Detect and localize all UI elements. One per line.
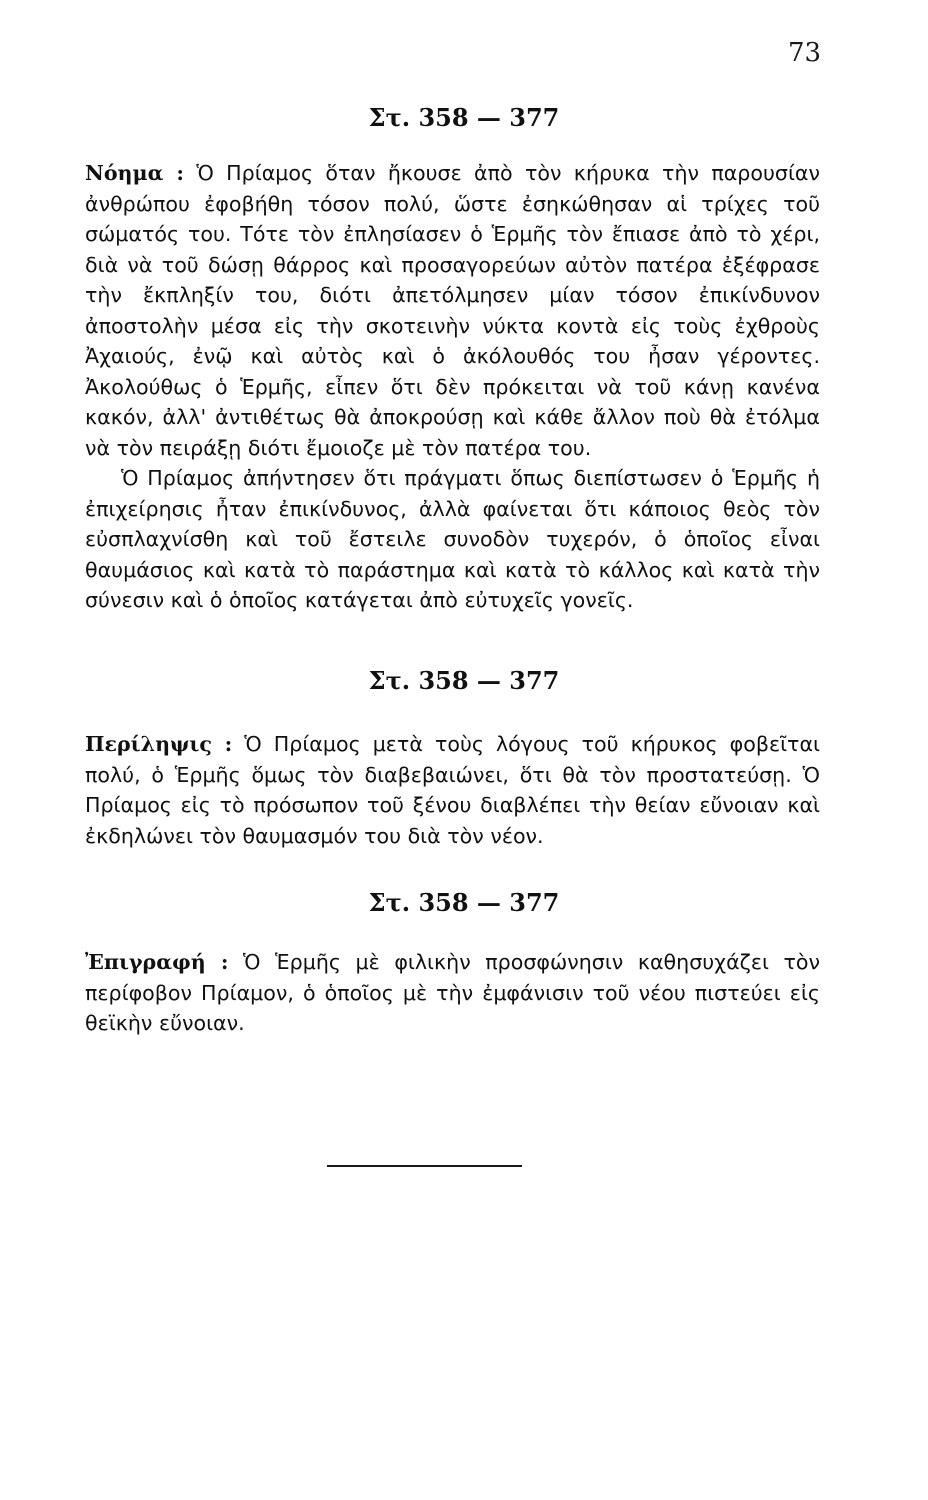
epigrafi-label: Ἐπιγραφή : bbox=[85, 950, 229, 974]
section-heading-2-text: Στ. 358 — 377 bbox=[368, 666, 560, 695]
section-heading-1-text: Στ. 358 — 377 bbox=[368, 103, 560, 132]
section-heading-3 bbox=[0, 888, 928, 917]
perilipsis-paragraph: Ὁ Πρίαμος μετὰ τοὺς λόγους τοῦ κήρυκος φοβεῖται πολύ, ὁ Ἑρμῆς ὅμως τὸν διαβεβαιώνει, ὅτι θὰ τὸν προστατεύσῃ. Ὁ Πρίαμος εἰς τὸ πρόσωπον τοῦ ξένου διαβλέπει τὴν θείαν εὔνοιαν καὶ ἐκδηλώνει τὸν θαυμασμόν του διὰ τὸν νέον. bbox=[85, 732, 820, 848]
section-heading-1 bbox=[0, 103, 928, 132]
noima-label: Νόημα : bbox=[85, 161, 185, 185]
section-1-body bbox=[85, 158, 820, 616]
section-heading-3-text: Στ. 358 — 377 bbox=[368, 888, 560, 917]
epigrafi-paragraph: Ὁ Ἑρμῆς μὲ φιλικὴν προσφώνησιν καθησυχάζει τὸν περίφοβον Πρίαμον, ὁ ὁποῖος μὲ τὴν ἐμφάνισιν τοῦ νέου πιστεύει εἰς θεϊκὴν εὔνοιαν. bbox=[85, 950, 820, 1035]
section-2-body bbox=[85, 729, 820, 851]
noima-paragraph-1: Ὁ Πρίαμος ὅταν ἤκουσε ἀπὸ τὸν κήρυκα τὴν παρουσίαν ἀνθρώπου ἐφοβήθη τόσον πολύ, ὥστε ἐσηκώθησαν αἱ τρίχες τοῦ σώματός του. Τότε τὸν ἐπλησίασεν ὁ Ἑρμῆς τὸν ἔπιασε ἀπὸ τὸ χέρι, διὰ νὰ τοῦ δώσῃ θάρρος καὶ προσαγορεύων αὐτὸν πατέρα ἐξέφρασε τὴν ἔκπληξίν του, διότι ἀπετόλμησεν μίαν τόσον ἐπικίνδυνον ἀποστολὴν μέσα εἰς τὴν σκοτεινὴν νύκτα κοντὰ εἰς τοὺς ἐχθροὺς Ἀχαιούς, ἐνῷ καὶ αὐτὸς καὶ ὁ ἀκόλουθός του ἦσαν γέροντες. Ἀκολούθως ὁ Ἑρμῆς, εἶπεν ὅτι δὲν πρόκειται νὰ τοῦ κάνῃ κανένα κακόν, ἀλλ' ἀντιθέτως θὰ ἀποκρούσῃ καὶ κάθε ἄλλον ποὺ θὰ ἐτόλμα νὰ τὸν πειράξῃ διότι ἔμοιοζε μὲ τὸν πατέρα του. bbox=[85, 161, 820, 460]
perilipsis-label: Περίληψις : bbox=[85, 732, 233, 756]
noima-paragraph-2: Ὁ Πρίαμος ἀπήντησεν ὅτι πράγματι ὅπως διεπίστωσεν ὁ Ἑρμῆς ἡ ἐπιχείρησις ἦταν ἐπικίνδυνος, ἀλλὰ φαίνεται ὅτι κάποιος θεὸς τὸν εὐσπλαχνίσθη καὶ τοῦ ἔστειλε συνοδὸν τυχερόν, ὁ ὁποῖος εἶναι θαυμάσιος καὶ κατὰ τὸ παράστημα καὶ κατὰ τὸ κάλλος καὶ κατὰ τὴν σύνεσιν καὶ ὁ ὁποῖος κατάγεται ἀπὸ εὐτυχεῖς γονεῖς. bbox=[85, 466, 820, 612]
page-number: 73 bbox=[788, 38, 822, 68]
closing-rule-divider bbox=[327, 1165, 522, 1167]
section-3-body bbox=[85, 947, 820, 1039]
section-heading-2 bbox=[0, 666, 928, 695]
